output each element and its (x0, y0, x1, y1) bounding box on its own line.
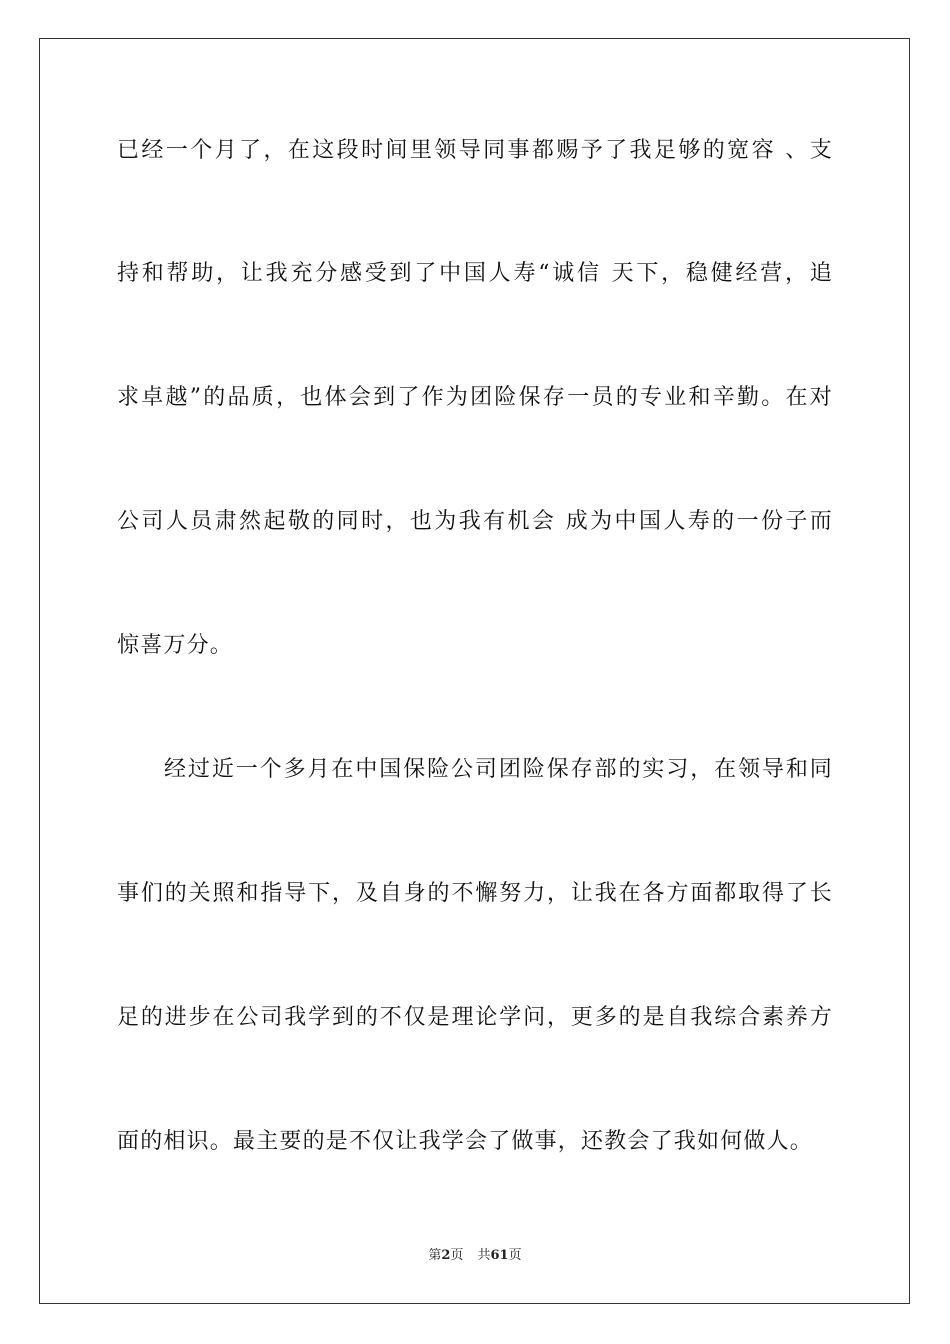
text-line-2: 持和帮助，让我充分感受到了中国人寿“诚信 天下，稳健经营，追 (117, 261, 833, 286)
page-frame (39, 38, 910, 1304)
total-pages: 61 (490, 1248, 509, 1263)
total-prefix: 共 (477, 1248, 491, 1263)
text-line-9: 面的相识。最主要的是不仅让我学会了做事，还教会了我如何做人。 (117, 1129, 814, 1154)
total-suffix: 页 (508, 1248, 522, 1263)
text-line-1: 已经一个月了，在这段时间里领导同事都赐予了我足够的宽容 、支 (117, 138, 833, 163)
page-number: 2 (441, 1248, 451, 1263)
text-line-8: 足的进步在公司我学到的不仅是理论学问，更多的是自我综合素养方 (117, 1005, 833, 1030)
page-footer (0, 1248, 950, 1264)
text-line-3: 求卓越”的品质，也体会到了作为团险保存一员的专业和辛勤。在对 (117, 385, 833, 410)
text-line-5: 惊喜万分。 (117, 633, 234, 658)
page-suffix: 页 (450, 1248, 464, 1263)
text-line-4: 公司人员肃然起敬的同时，也为我有机会 成为中国人寿的一份子而 (117, 509, 833, 534)
text-line-7: 事们的关照和指导下，及自身的不懈努力，让我在各方面都取得了长 (117, 881, 833, 906)
text-line-6: 经过近一个多月在中国保险公司团险保存部的实习，在领导和同 (164, 757, 833, 782)
page-prefix: 第 (428, 1248, 442, 1263)
